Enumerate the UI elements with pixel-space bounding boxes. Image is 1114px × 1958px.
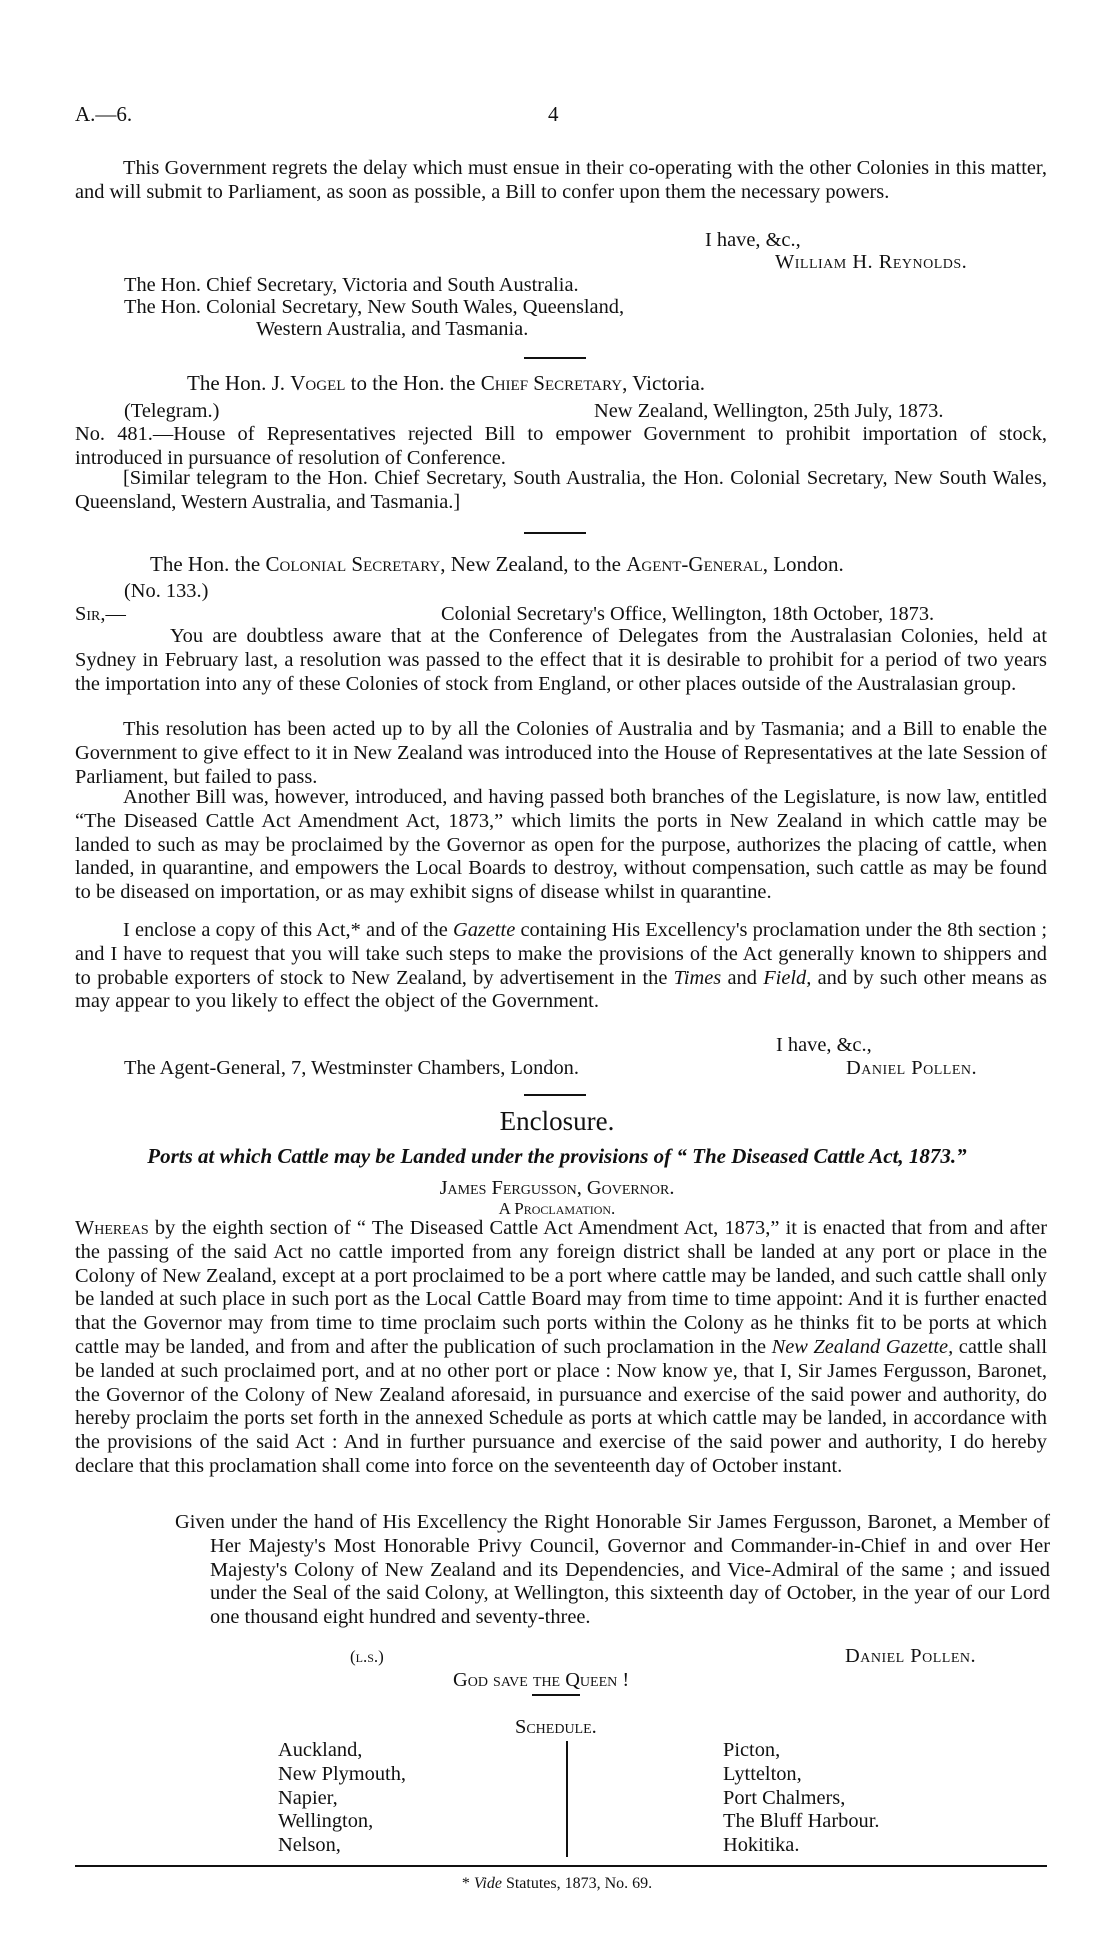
telegram-note: [Similar telegram to the Hon. Chief Secretary, South Australia, the Hon. Colonial Secretary, New South Wales, Queensland, Western Australia, and Tasmania.] — [75, 467, 1047, 513]
reynolds-address-line-2: The Hon. Colonial Secretary, New South Wales, Queensland, — [124, 296, 625, 318]
reynolds-address-line-3: Western Australia, and Tasmania. — [256, 318, 529, 340]
salutation: Sir,— — [75, 603, 126, 625]
reynolds-address-line-1: The Hon. Chief Secretary, Victoria and South Australia. — [124, 274, 579, 296]
reynolds-signature: William H. Reynolds. — [775, 251, 968, 273]
god-save-the-queen: God save the Queen ! — [453, 1669, 630, 1691]
schedule-port: The Bluff Harbour. — [723, 1810, 880, 1833]
given-under-paragraph: Given under the hand of His Excellency the Right Honorable Sir James Fergusson, Baronet, a Member of Her Majesty's Most Honorable Privy Council, Governor and Commander-in-Chief in and over Her Majesty's Colony of New Zealand and its Dependencies, and Vice-Admiral of the same ; and issued under the Seal of the said Colony, at Wellington, this sixteenth day of October, in the year of our Lord one thousand eight hundred and seventy-three. — [175, 1511, 1050, 1629]
schedule-port: Lyttelton, — [723, 1762, 802, 1785]
schedule-port: Port Chalmers, — [723, 1786, 846, 1809]
pollen-address: The Agent-General, 7, Westminster Chambers, London. — [124, 1057, 579, 1079]
schedule-port: Nelson, — [278, 1834, 341, 1857]
pollen-paragraph-1: You are doubtless aware that at the Conference of Delegates from the Australasian Colonies, held at Sydney in February last, a resolution was passed to the effect that it is desirable to prohibit for a period of two years the importation into any of these Colonies of stock from England, or other places outside of the Australasian group. — [75, 625, 1047, 695]
pollen-paragraph-2: This resolution has been acted up to by all the Colonies of Australia and by Tasmania; and a Bill to enable the Government to give effect to it in New Zealand was introduced into the House of Representatives at the late Session of Parliament, but failed to pass. — [75, 718, 1047, 788]
telegram-body: No. 481.—House of Representatives rejected Bill to empower Government to prohibit importation of stock, introduced in pursuance of resolution of Conference. — [75, 423, 1047, 469]
pollen-paragraph-4: I enclose a copy of this Act,* and of the Gazette containing His Excellency's proclamation under the 8th section ; and I have to request that you will take such steps to make the provisions of the Act generally known to shippers and to probable exporters of stock to New Zealand, by advertisement in the Times and Field, and by such other means as may appear to you likely to effect the object of the Government. — [75, 919, 1047, 1013]
page-reference: A.—6. — [75, 102, 133, 126]
telegram-place-date: New Zealand, Wellington, 25th July, 1873. — [594, 400, 944, 422]
schedule-port: Wellington, — [278, 1810, 374, 1833]
pollen-letter-place-date: Colonial Secretary's Office, Wellington, 18th October, 1873. — [441, 603, 935, 625]
section-divider — [532, 1694, 580, 1696]
footnote-rule — [75, 1865, 1047, 1867]
schedule-title: Schedule. — [515, 1716, 597, 1738]
schedule-port: Hokitika. — [723, 1834, 800, 1857]
proclamation-title: A Proclamation. — [498, 1199, 616, 1218]
section-divider — [524, 357, 586, 359]
pollen-paragraph-3: Another Bill was, however, introduced, and having passed both branches of the Legislature, is now law, entitled “The Diseased Cattle Act Amendment Act, 1873,” which limits the ports in New Zealand in which cattle may be landed to such as may be proclaimed by the Governor as open for the purpose, authorizes the placing of cattle, when landed, in quarantine, and empowers the Local Boards to destroy, without compensation, such cattle as may be found to be diseased on importation, or as may exhibit signs of disease whilst in quarantine. — [75, 786, 1047, 904]
governor-line: James Fergusson, Governor. — [439, 1177, 675, 1199]
enclosure-title: Enclosure. — [499, 1106, 615, 1136]
telegram-type: (Telegram.) — [124, 400, 220, 422]
pollen-letter-heading: The Hon. the Colonial Secretary, New Zealand, to the Agent-General, London. — [150, 552, 844, 576]
schedule-left-column — [278, 1739, 406, 1858]
schedule-port: Auckland, — [278, 1739, 363, 1761]
enclosure-subtitle: Ports at which Cattle may be Landed under the provisions of “ The Diseased Cattle Act, 1873.” — [147, 1144, 967, 1168]
proclamation-signature: Daniel Pollen. — [845, 1645, 977, 1667]
pollen-letter-number: (No. 133.) — [124, 580, 209, 602]
page-number: 4 — [548, 102, 559, 126]
reynolds-closing: I have, &c., — [705, 229, 801, 251]
reynolds-letter-body: This Government regrets the delay which must ensue in their co-operating with the other Colonies in this matter, and will submit to Parliament, as soon as possible, a Bill to confer upon them the necessary powers. — [75, 157, 1047, 203]
pollen-closing: I have, &c., — [776, 1034, 872, 1056]
schedule-port: Picton, — [723, 1739, 781, 1761]
schedule-port: New Plymouth, — [278, 1762, 407, 1785]
telegram-heading: The Hon. J. Vogel to the Hon. the Chief Secretary, Victoria. — [187, 371, 706, 395]
proclamation-body: Whereas by the eighth section of “ The Diseased Cattle Act Amendment Act, 1873,” it is enacted that from and after the passing of the said Act no cattle imported from any foreign district shall be landed at any port or place in the Colony of New Zealand, except at a port proclaimed to be a port where cattle may be landed, and such cattle shall only be landed at such place in such port as the Local Cattle Board may from time to time appoint: And it is further enacted that the Governor may from time to time proclaim such ports within the Colony as he thinks fit to be ports at which cattle may be landed, and from and after the publication of such proclamation in the New Zealand Gazette, cattle shall be landed at such proclaimed port, and at no other port or place : Now know ye, that I, Sir James Fergusson, Baronet, the Governor of the Colony of New Zealand aforesaid, in pursuance and exercise of the said power and authority, do hereby proclaim the ports set forth in the annexed Schedule as ports at which cattle may be landed, in accordance with the provisions of the said Act : And in further pursuance and exercise of the said power and authority, I do hereby declare that this proclamation shall come into force on the seventeenth day of October instant. — [75, 1217, 1047, 1477]
section-divider — [524, 532, 586, 534]
schedule-right-column — [723, 1739, 879, 1858]
schedule-port: Napier, — [278, 1786, 338, 1809]
footnote: * Vide Statutes, 1873, No. 69. — [461, 1875, 653, 1892]
seal-mark: (l.s.) — [350, 1647, 384, 1666]
pollen-signature: Daniel Pollen. — [846, 1057, 978, 1079]
section-divider — [524, 1094, 586, 1096]
schedule-column-divider — [566, 1741, 568, 1857]
